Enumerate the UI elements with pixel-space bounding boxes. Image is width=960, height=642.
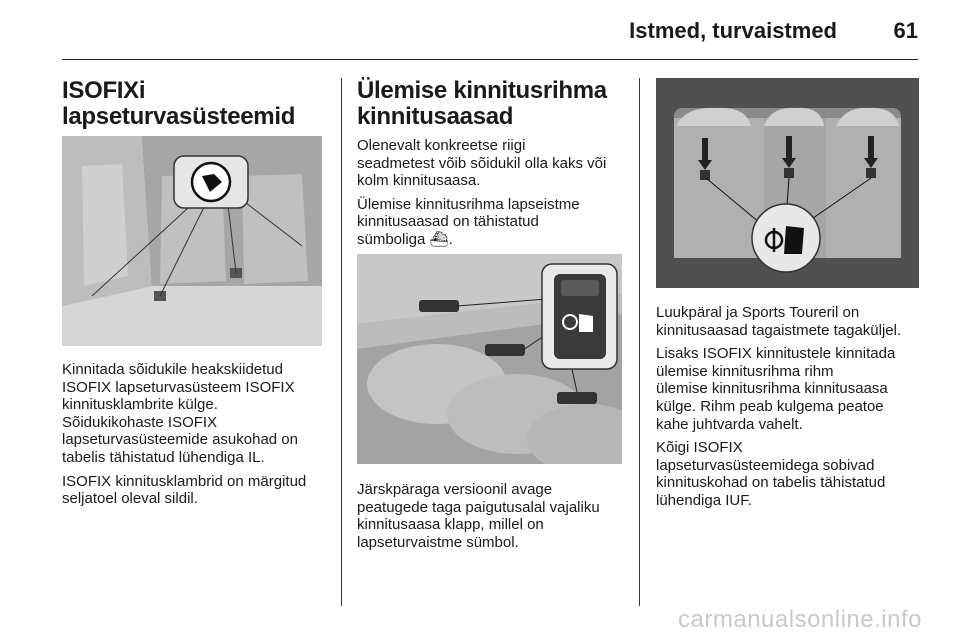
paragraph-hatchback-3: [656, 439, 926, 509]
text-line: kahe juhtvarda vahelt.: [656, 415, 803, 433]
text-line: kinnitusaasa klapp, millel on: [357, 516, 544, 534]
figure-isofix-seat: [62, 136, 322, 346]
heading-top-tether: [357, 78, 627, 130]
column-top-tether-text: [357, 481, 632, 551]
text-line: peatugede taga paigutusalal vajaliku: [357, 498, 600, 516]
text-line: ISOFIX kinnitusklambrid on märgitud: [62, 472, 307, 490]
header-rule: [62, 59, 918, 60]
text-line: ülemise kinnitusrihma rihm: [656, 362, 834, 380]
column-divider-1: [341, 78, 342, 606]
text-line: külge. Rihm peab kulgema peatoe: [656, 397, 884, 415]
text-line: kinnitusklambrite külge.: [62, 396, 218, 414]
text-line: lapseturvaistme sümbol.: [357, 533, 519, 551]
text-line: kinnitusaasad on tähistatud: [357, 213, 539, 231]
text-line: Lisaks ISOFIX kinnitustele kinnitada: [656, 345, 896, 363]
paragraph-isofix-1: [62, 361, 330, 467]
heading-line: kinnitusaasad: [357, 103, 514, 130]
column-isofix: [62, 78, 327, 130]
column-top-tether: [357, 78, 627, 249]
text-line: ISOFIX lapseturvasüsteem ISOFIX: [62, 378, 295, 396]
text-line: kolm kinnitusaasa.: [357, 172, 481, 190]
heading-isofix: [62, 78, 327, 130]
paragraph-top-tether-2: [357, 196, 627, 249]
paragraph-hatchback-1: [656, 304, 926, 339]
page-number: 61: [893, 18, 918, 43]
text-line: lapseturvasüsteemidega sobivad: [656, 456, 875, 474]
text-line: seadmetest võib sõidukil olla kaks või: [357, 154, 607, 172]
watermark: carmanualsonline.info: [678, 606, 922, 633]
paragraph-isofix-2: [62, 473, 330, 508]
column-isofix-text: [62, 361, 330, 508]
column-hatchback-text: [656, 304, 926, 510]
text-line: seljatoel oleval sildil.: [62, 490, 198, 508]
text-line: Luukpäral ja Sports Toureril on: [656, 304, 860, 321]
figure-top-tether-notchback: [357, 254, 622, 464]
text-line: ülemise kinnitusrihma kinnitusaasa: [656, 380, 888, 398]
column-divider-2: [639, 78, 640, 606]
text-line: Ülemise kinnitusrihma lapseistme: [357, 195, 580, 213]
text-line: Kõigi ISOFIX: [656, 439, 743, 457]
heading-line: Ülemise kinnitusrihma: [357, 77, 607, 104]
text-line: Kinnitada sõidukile heakskiidetud: [62, 361, 283, 378]
text-line: kinnitusaasad tagaistmete tagaküljel.: [656, 321, 902, 339]
text-line: lühendiga IUF.: [656, 491, 752, 509]
text-line: sümboliga ⛴.: [357, 230, 453, 248]
text-line: Sõidukikohaste ISOFIX: [62, 413, 218, 431]
text-line: Järskpäraga versioonil avage: [357, 481, 553, 498]
paragraph-hatchback-2: [656, 345, 926, 433]
heading-line: lapseturvasüsteemid: [62, 103, 296, 130]
page-header-title: Istmed, turvaistmed: [629, 18, 837, 43]
text-line: lapseturvasüsteemide asukohad on: [62, 431, 298, 449]
paragraph-top-tether-3: [357, 481, 632, 551]
figure-top-tether-hatchback: [656, 78, 919, 288]
text-line: kinnituskohad on tabelis tähistatud: [656, 474, 886, 492]
heading-line: ISOFIXi: [62, 77, 146, 104]
paragraph-top-tether-1: [357, 137, 627, 190]
text-line: tabelis tähistatud lühendiga IL.: [62, 448, 265, 466]
text-line: Olenevalt konkreetse riigi: [357, 137, 526, 154]
